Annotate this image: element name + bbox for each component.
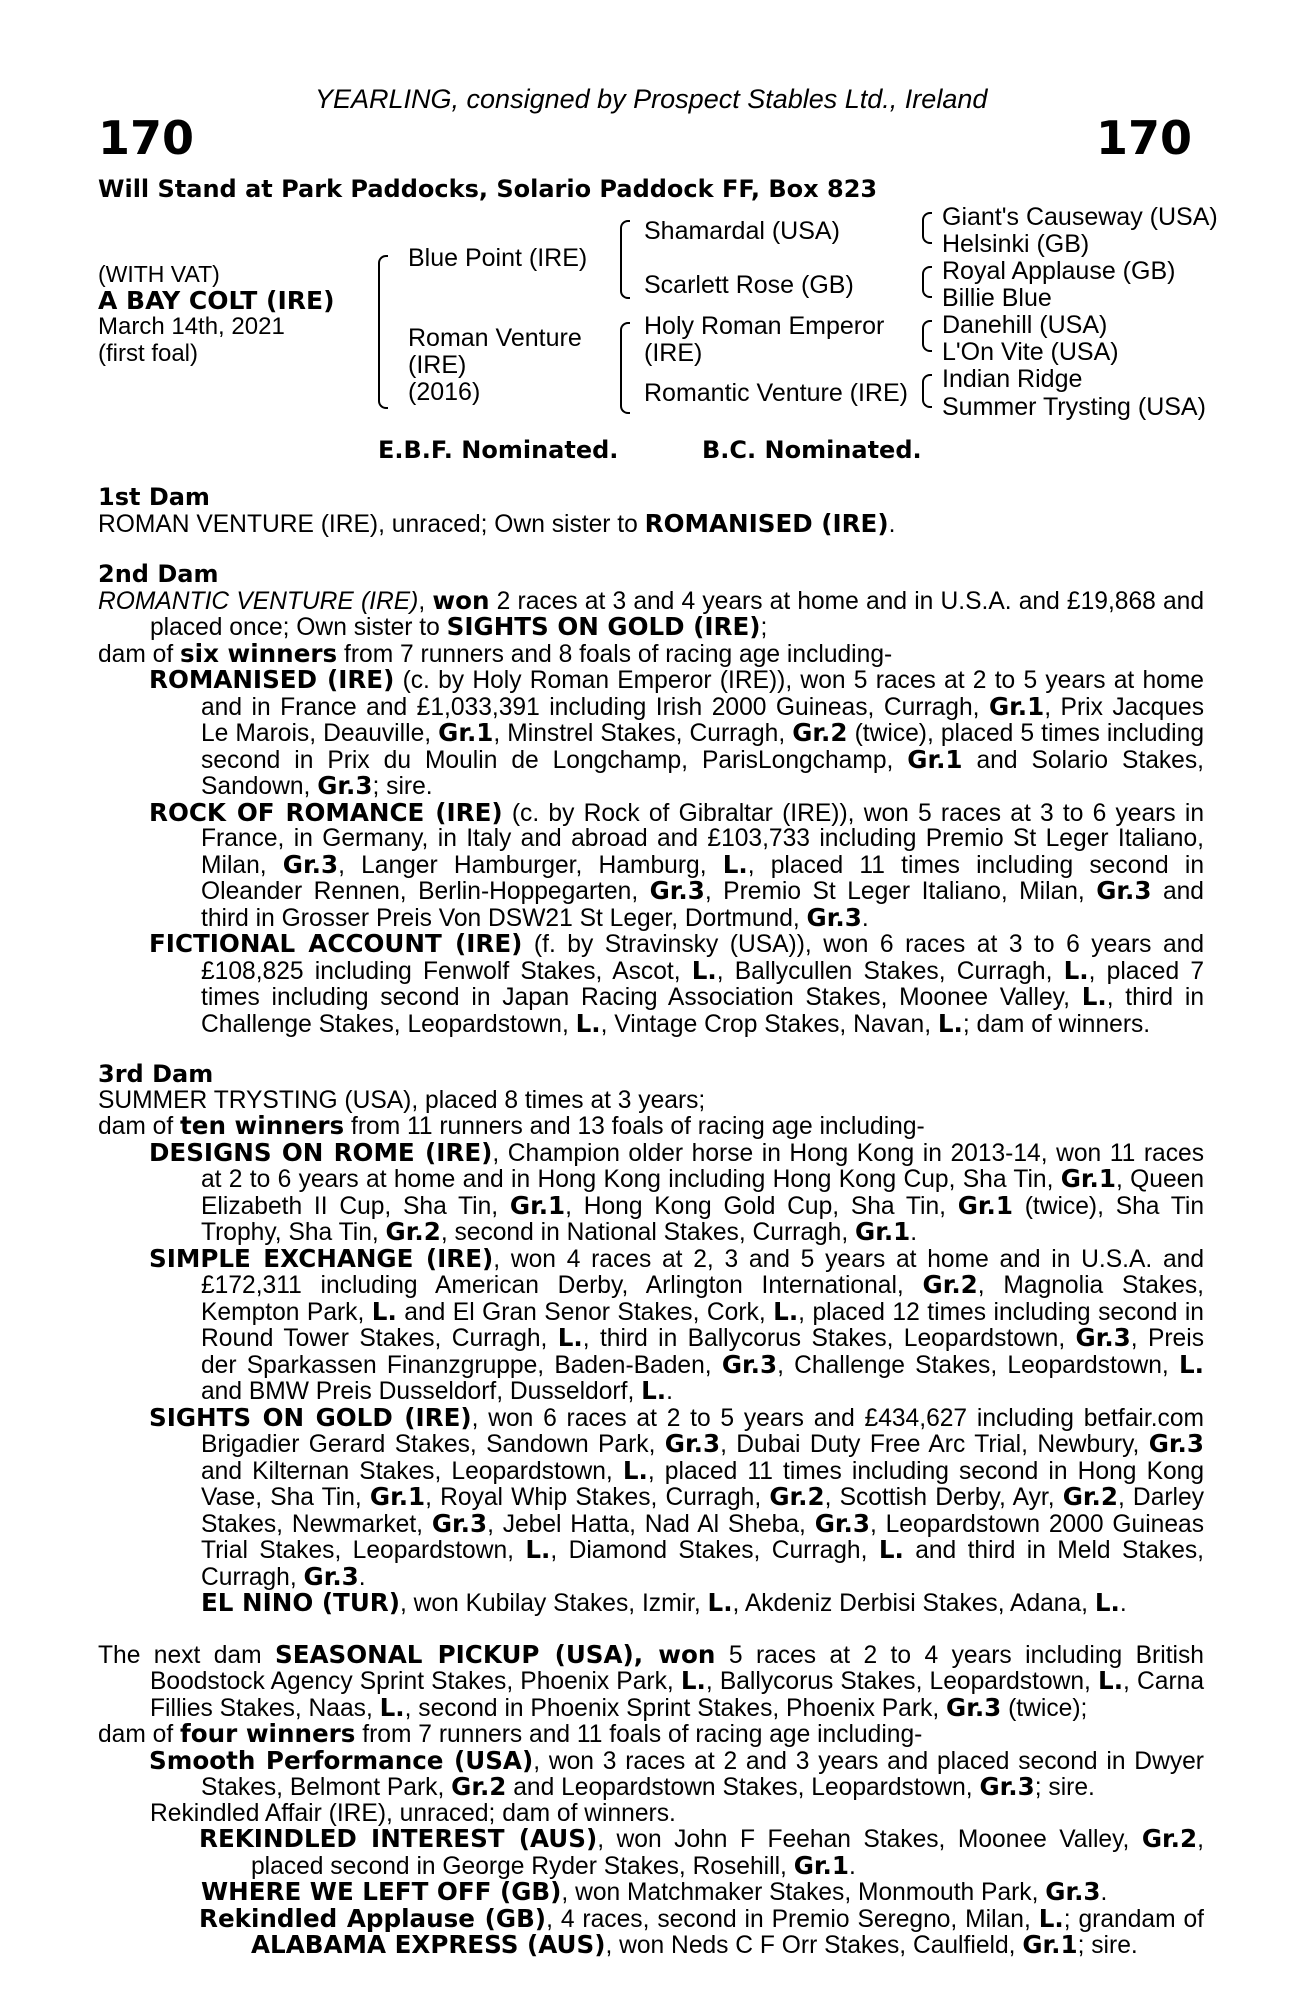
ancestor: Billie Blue	[942, 284, 1052, 312]
produce-entry: ROCK OF ROMANCE (IRE) (c. by Rock of Gibraltar (IRE)), won 5 races at 3 to 6 years in France, in Germany, in Italy and abroad and £103,733 including Premio St Leger Italiano, Milan, Gr.3, Langer Hamburger, Hamburg, L., placed 11 times including second in Oleander Rennen, Berlin-Hoppegarten, Gr.3, Premio St Leger Italiano, Milan, Gr.3 and third in Grosser Preis Von DSW21 St Leger, Dortmund, Gr.3.	[149, 797, 1205, 932]
second-dam-heading: 2nd Dam	[98, 560, 219, 588]
third-dam-produce: dam of ten winners from 11 runners and 13 foals of racing age including-	[98, 1111, 925, 1140]
bc-nomination: B.C. Nominated.	[702, 436, 922, 464]
dam-dam: Romantic Venture (IRE)	[644, 379, 908, 407]
pedigree-brace	[922, 374, 932, 408]
third-dam-record: SUMMER TRYSTING (USA), placed 8 times at 3 years;	[98, 1086, 706, 1114]
sire-dam: Scarlett Rose (GB)	[644, 271, 854, 299]
horse-name: A BAY COLT (IRE)	[98, 286, 335, 315]
produce-entry: Rekindled Applause (GB), 4 races, second in Premio Seregno, Milan, L.; grandam of ALABAMA EXPRESS (AUS), won Neds C F Orr Stakes, Caulfield, Gr.1; sire.	[199, 1903, 1204, 1959]
dam-sire: Holy Roman Emperor (IRE)	[644, 312, 885, 367]
stand-line: Will Stand at Park Paddocks, Solario Paddock FF, Box 823	[98, 175, 878, 203]
second-dam-produce: dam of six winners from 7 runners and 8 foals of racing age including-	[98, 638, 893, 668]
ancestor: Summer Trysting (USA)	[942, 393, 1206, 421]
pedigree-brace	[378, 255, 388, 409]
lot-number-right: 170	[1096, 111, 1193, 165]
ebf-nomination: E.B.F. Nominated.	[378, 436, 619, 464]
first-dam-heading: 1st Dam	[98, 483, 210, 511]
produce-entry: FICTIONAL ACCOUNT (IRE) (f. by Stravinsky (USA)), won 6 races at 3 to 6 years and £108,825 including Fenwolf Stakes, Ascot, L., Ballycullen Stakes, Curragh, L., placed 7 times including second in Japan Racing Association Stakes, Moonee Valley, L., third in Challenge Stakes, Leopardstown, L., Vintage Crop Stakes, Navan, L.; dam of winners.	[149, 929, 1205, 1038]
ancestor: Royal Applause (GB)	[942, 257, 1176, 285]
ancestor: Danehill (USA)	[942, 311, 1108, 339]
horse-dob: March 14th, 2021	[98, 313, 285, 340]
ancestor: Helsinki (GB)	[942, 230, 1090, 258]
produce-entry: REKINDLED INTEREST (AUS), won John F Feehan Stakes, Moonee Valley, Gr.2, placed second in George Ryder Stakes, Rosehill, Gr.1.	[199, 1824, 1204, 1880]
sire: Blue Point (IRE)	[408, 244, 588, 272]
pedigree-brace	[922, 320, 932, 352]
vat-note: (WITH VAT)	[98, 261, 220, 287]
pedigree-brace	[620, 220, 630, 299]
ancestor: Indian Ridge	[942, 365, 1083, 393]
produce-entry: Smooth Performance (USA), won 3 races at 2 and 3 years and placed second in Dwyer Stakes, Belmont Park, Gr.2 and Leopardstown Stakes, Leopardstown, Gr.3; sire.	[149, 1745, 1204, 1801]
catalogue-body	[98, 485, 1204, 1959]
produce-entry: SIMPLE EXCHANGE (IRE), won 4 races at 2, 3 and 5 years at home and in U.S.A. and £172,311 including American Derby, Arlington International, Gr.2, Magnolia Stakes, Kempton Park, L. and El Gran Senor Stakes, Cork, L., placed 12 times including second in Round Tower Stakes, Curragh, L., third in Ballycorus Stakes, Leopardstown, Gr.3, Preis der Sparkassen Finanzgruppe, Baden-Baden, Gr.3, Challenge Stakes, Leopardstown, L. and BMW Preis Dusseldorf, Dusseldorf, L..	[149, 1243, 1205, 1405]
next-dam-produce: dam of four winners from 7 runners and 11 foals of racing age including-	[98, 1719, 923, 1748]
next-dam-record: The next dam SEASONAL PICKUP (USA), won 5 races at 2 to 4 years including British Boodstock Agency Sprint Stakes, Phoenix Park, L., Ballycorus Stakes, Leopardstown, L., Carna Fillies Stakes, Naas, L., second in Phoenix Sprint Stakes, Phoenix Park, Gr.3 (twice);	[98, 1639, 1204, 1722]
first-foal-note: (first foal)	[98, 340, 199, 367]
ancestor: Giant's Causeway (USA)	[942, 203, 1218, 231]
pedigree-brace	[922, 212, 932, 244]
produce-entry: ROMANISED (IRE) (c. by Holy Roman Emperor (IRE)), won 5 races at 2 to 5 years at home and in France and £1,033,391 including Irish 2000 Guineas, Curragh, Gr.1, Prix Jacques Le Marois, Deauville, Gr.1, Minstrel Stakes, Curragh, Gr.2 (twice), placed 5 times including second in Prix du Moulin de Longchamp, ParisLongchamp, Gr.1 and Solario Stakes, Sandown, Gr.3; sire.	[149, 665, 1204, 800]
produce-entry: Rekindled Affair (IRE), unraced; dam of winners.	[150, 1799, 676, 1827]
second-dam-record: ROMANTIC VENTURE (IRE), won 2 races at 3 and 4 years at home and in U.S.A. and £19,868 and placed once; Own sister to SIGHTS ON GOLD (IRE);	[98, 585, 1205, 641]
produce-entry: EL NINO (TUR), won Kubilay Stakes, Izmir, L., Akdeniz Derbisi Stakes, Adana, L..	[201, 1588, 1127, 1617]
pedigree-brace	[620, 322, 630, 414]
produce-entry: SIGHTS ON GOLD (IRE), won 6 races at 2 to 5 years and £434,627 including betfair.com Brigadier Gerard Stakes, Sandown Park, Gr.3, Dubai Duty Free Arc Trial, Newbury, Gr.3 and Kilternan Stakes, Leopardstown, L., placed 11 times including second in Hong Kong Vase, Sha Tin, Gr.1, Royal Whip Stakes, Curragh, Gr.2, Scottish Derby, Ayr, Gr.2, Darley Stakes, Newmarket, Gr.3, Jebel Hatta, Nad Al Sheba, Gr.3, Leopardstown 2000 Guineas Trial Stakes, Leopardstown, L., Diamond Stakes, Curragh, L. and third in Meld Stakes, Curragh, Gr.3.	[149, 1402, 1205, 1591]
sire-sire: Shamardal (USA)	[644, 217, 840, 245]
produce-entry: WHERE WE LEFT OFF (GB), won Matchmaker Stakes, Monmouth Park, Gr.3.	[201, 1877, 1108, 1906]
consignment-line: YEARLING, consigned by Prospect Stables Ltd., Ireland	[315, 84, 988, 114]
dam: Roman Venture (IRE) (2016)	[408, 324, 582, 406]
produce-entry: DESIGNS ON ROME (IRE), Champion older horse in Hong Kong in 2013-14, won 11 races at 2 to 6 years at home and in Hong Kong including Hong Kong Cup, Sha Tin, Gr.1, Queen Elizabeth II Cup, Sha Tin, Gr.1, Hong Kong Gold Cup, Sha Tin, Gr.1 (twice), Sha Tin Trophy, Sha Tin, Gr.2, second in National Stakes, Curragh, Gr.1.	[149, 1137, 1204, 1246]
ancestor: L'On Vite (USA)	[942, 338, 1119, 366]
third-dam-heading: 3rd Dam	[98, 1060, 214, 1088]
pedigree-brace	[922, 266, 932, 298]
lot-number-left: 170	[98, 111, 195, 165]
first-dam-text: ROMAN VENTURE (IRE), unraced; Own sister to ROMANISED (IRE).	[98, 508, 896, 538]
